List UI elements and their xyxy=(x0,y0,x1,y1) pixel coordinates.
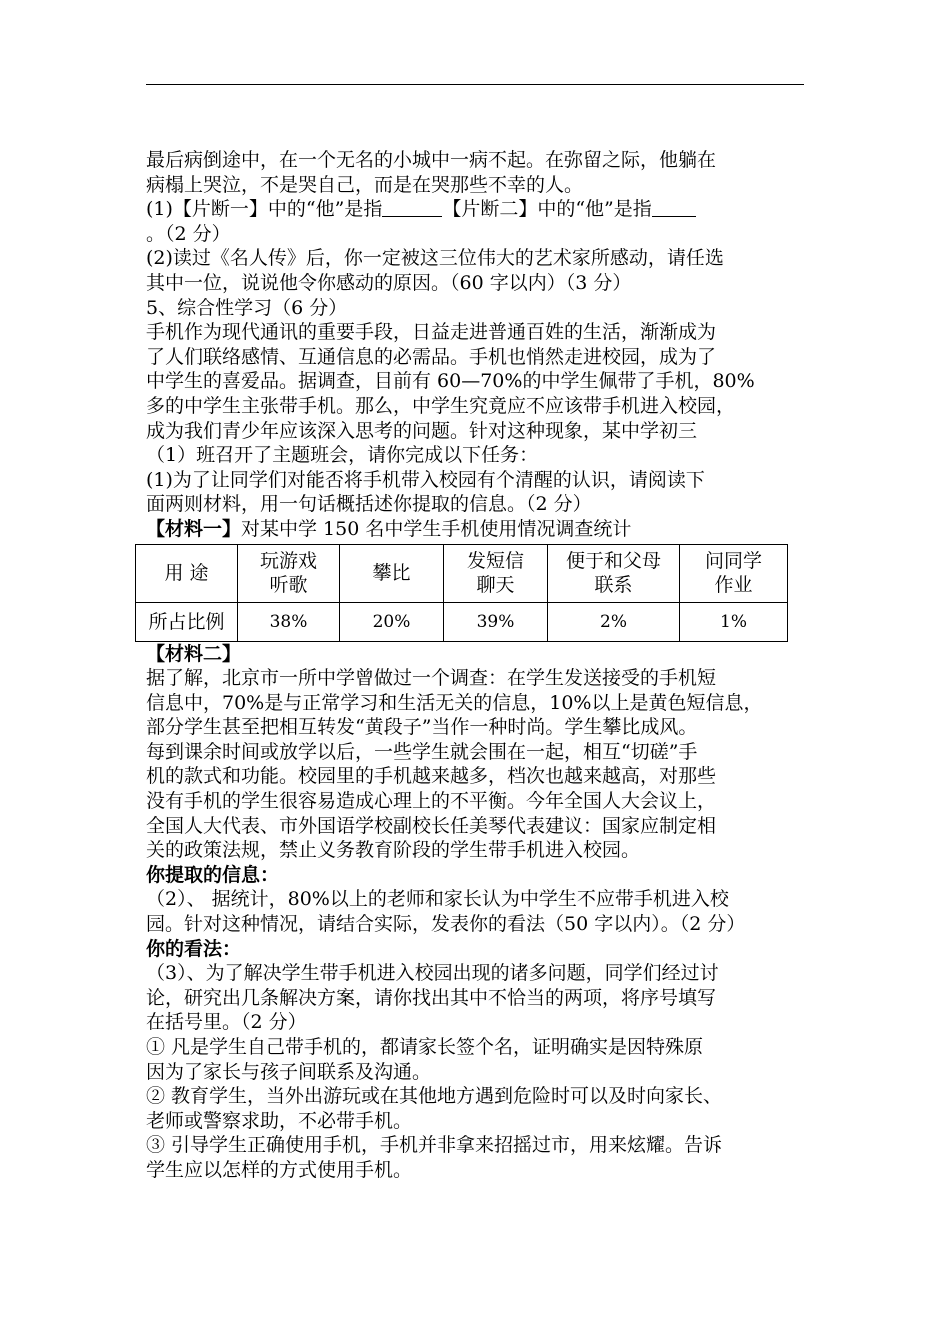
text-line: 了人们联络感情、互通信息的必需品。手机也悄然走进校园，成为了 xyxy=(146,345,717,368)
table-cell: 20% xyxy=(340,602,444,641)
table-cell: 2% xyxy=(548,602,680,641)
text-line: (2)读过《名人传》后，你一定被这三位伟大的艺术家所感动，请任选 xyxy=(146,247,724,270)
text-line: 其中一位，说说他令你感动的原因。（60 字以内）（3 分） xyxy=(146,271,632,294)
column-header: 便于和父母 联系 xyxy=(548,544,680,602)
text-line: 最后病倒途中，在一个无名的小城中一病不起。在弥留之际，他躺在 xyxy=(146,149,717,171)
question-1 xyxy=(146,197,810,222)
material-1-heading xyxy=(146,517,810,542)
column-header: 攀比 xyxy=(340,544,444,602)
text-line: 中学生的喜爱品。据调查，目前有 60—70%的中学生佩带了手机，80% xyxy=(146,370,755,393)
row-header-ratio: 所占比例 xyxy=(136,602,238,641)
table-row xyxy=(136,602,788,641)
text-line: （2）、 据统计，80%以上的老师和家长认为中学生不应带手机进入校 xyxy=(146,888,729,911)
column-header: 玩游戏 听歌 xyxy=(238,544,340,602)
answer-blank-2 xyxy=(652,198,696,217)
text-line: 每到课余时间或放学以后，一些学生就会围在一起，相互“切磋”手 xyxy=(146,740,698,763)
table-row xyxy=(136,544,788,602)
column-header: 问同学 作业 xyxy=(680,544,788,602)
column-header: 发短信 聊天 xyxy=(444,544,548,602)
survey-table xyxy=(135,544,788,642)
text-line: 部分学生甚至把相互转发“黄段子”当作一种时尚。学生攀比成风。 xyxy=(146,716,698,739)
text-line: 论，研究出几条解决方案，请你找出其中不恰当的两项，将序号填写 xyxy=(146,986,717,1009)
section-heading: 5、综合性学习（6 分） xyxy=(146,296,348,319)
text-line: （3）、为了解决学生带手机进入校园出现的诸多问题，同学们经过讨 xyxy=(146,962,719,985)
q1-part-b: 【片断二】中的“他”是指 xyxy=(442,198,652,221)
view-label: 你的看法： xyxy=(146,937,242,960)
material-2-label: 【材料二】 xyxy=(146,642,242,665)
q1-tail: 。（2 分） xyxy=(146,222,231,245)
option-1: ① 凡是学生自己带手机的，都请家长签个名，证明确实是因特殊原 xyxy=(146,1036,704,1058)
table-cell: 39% xyxy=(444,602,548,641)
option-2: ② 教育学生，当外出游玩或在其他地方遇到危险时可以及时向家长、 xyxy=(146,1085,723,1108)
material-1-label: 【材料一】 xyxy=(146,517,242,540)
text-line: 因为了家长与孩子间联系及沟通。 xyxy=(146,1060,432,1083)
text-line: 老师或警察求助，不必带手机。 xyxy=(146,1109,413,1132)
text-line: 多的中学生主张带手机。那么，中学生究竟应不应该带手机进入校园， xyxy=(146,394,736,417)
text-line: (1)为了让同学们对能否将手机带入校园有个清醒的认识，请阅读下 xyxy=(146,468,705,491)
text-line: 信息中，70%是与正常学习和生活无关的信息，10%以上是黄色短信息， xyxy=(146,691,763,714)
text-line: 成为我们青少年应该深入思考的问题。针对这种现象，某中学初三 xyxy=(146,419,698,442)
text-line: 面两则材料，用一句话概括述你提取的信息。（2 分） xyxy=(146,493,592,516)
header-rule xyxy=(146,84,804,85)
table-cell: 1% xyxy=(680,602,788,641)
row-header-usage: 用 途 xyxy=(136,544,238,602)
text-line: 手机作为现代通讯的重要手段，日益走进普通百姓的生活，渐渐成为 xyxy=(146,321,717,344)
text-line: 机的款式和功能。校园里的手机越来越多，档次也越来越高，对那些 xyxy=(146,765,717,788)
document-body xyxy=(146,148,810,1183)
text-line: 没有手机的学生很容易造成心理上的不平衡。今年全国人大会议上， xyxy=(146,790,717,813)
material-1-title: 对某中学 150 名中学生手机使用情况调查统计 xyxy=(241,517,632,540)
text-line: 病榻上哭泣，不是哭自己，而是在哭那些不幸的人。 xyxy=(146,173,584,196)
answer-blank-1 xyxy=(382,198,442,217)
text-line: （1）班召开了主题班会，请你完成以下任务： xyxy=(146,444,539,467)
text-line: 全国人大代表、市外国语学校副校长任美琴代表建议：国家应制定相 xyxy=(146,814,717,837)
text-line: 据了解，北京市一所中学曾做过一个调查：在学生发送接受的手机短 xyxy=(146,667,717,690)
text-line: 园。针对这种情况，请结合实际，发表你的看法（50 字以内）。（2 分） xyxy=(146,913,746,936)
q1-part-a: (1)【片断一】中的“他”是指 xyxy=(146,198,383,221)
info-label: 你提取的信息： xyxy=(146,863,280,886)
text-line: 关的政策法规，禁止义务教育阶段的学生带手机进入校园。 xyxy=(146,839,641,862)
option-3: ③ 引导学生正确使用手机，手机并非拿来招摇过市，用来炫耀。告诉 xyxy=(146,1134,723,1157)
text-line: 在括号里。（2 分） xyxy=(146,1011,307,1034)
text-line: 学生应以怎样的方式使用手机。 xyxy=(146,1158,413,1181)
table-cell: 38% xyxy=(238,602,340,641)
